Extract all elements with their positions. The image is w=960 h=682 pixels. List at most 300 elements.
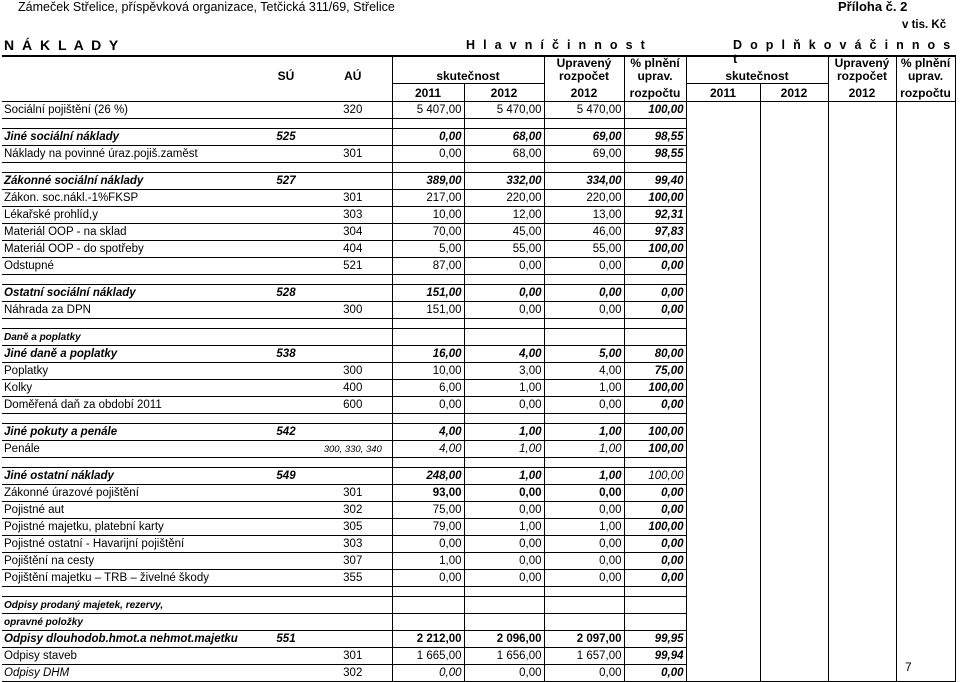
supplementary-cell xyxy=(896,484,955,501)
row-actual-2012: 1 656,00 xyxy=(464,647,544,664)
supp-year-2012: 2012 xyxy=(760,83,828,101)
supplementary-cell xyxy=(896,362,955,379)
row-actual-2011: 248,00 xyxy=(392,467,464,484)
pct-header-line3: rozpočtu xyxy=(624,83,686,101)
supplementary-cell xyxy=(686,362,760,379)
row-actual-2011 xyxy=(392,613,464,630)
supplementary-cell xyxy=(896,284,955,301)
row-au: 304 xyxy=(314,223,392,240)
supplementary-cell xyxy=(686,630,760,647)
table-row xyxy=(2,440,955,457)
row-su: 528 xyxy=(258,284,314,301)
supplementary-cell xyxy=(686,467,760,484)
table-row xyxy=(2,501,955,518)
row-name: Jiné sociální náklady xyxy=(2,128,258,145)
supplementary-cell xyxy=(828,396,896,413)
budget-header-line1: Upravený xyxy=(556,56,612,70)
row-su xyxy=(258,440,314,457)
spacer-row xyxy=(2,118,955,128)
row-au xyxy=(314,423,392,440)
supplementary-cell xyxy=(760,518,828,535)
row-name: opravné položky xyxy=(2,613,258,630)
table-row xyxy=(2,535,955,552)
supplementary-cell xyxy=(896,423,955,440)
row-actual-2011: 151,00 xyxy=(392,301,464,318)
row-pct: 0,00 xyxy=(624,664,686,681)
supplementary-cell xyxy=(760,172,828,189)
supplementary-cell xyxy=(760,101,828,118)
supplementary-cell xyxy=(760,328,828,345)
row-budget-2012: 0,00 xyxy=(544,552,624,569)
supplementary-cell xyxy=(686,189,760,206)
supplementary-cell xyxy=(828,223,896,240)
row-actual-2011: 217,00 xyxy=(392,189,464,206)
row-au xyxy=(314,128,392,145)
unit-label: v tis. Kč xyxy=(902,19,947,31)
table-row xyxy=(2,223,955,240)
supplementary-cell xyxy=(760,613,828,630)
row-name: Zákonné úrazové pojištění xyxy=(2,484,258,501)
row-budget-2012: 334,00 xyxy=(544,172,624,189)
row-pct: 0,00 xyxy=(624,569,686,586)
table-row xyxy=(2,484,955,501)
row-su: 538 xyxy=(258,345,314,362)
supplementary-cell xyxy=(828,301,896,318)
row-su xyxy=(258,223,314,240)
supplementary-cell xyxy=(828,484,896,501)
supplementary-cell xyxy=(760,440,828,457)
row-actual-2011: 75,00 xyxy=(392,501,464,518)
row-pct: 0,00 xyxy=(624,284,686,301)
row-actual-2011: 5 407,00 xyxy=(392,101,464,118)
row-actual-2012: 0,00 xyxy=(464,552,544,569)
row-au: 307 xyxy=(314,552,392,569)
row-budget-2012: 1 657,00 xyxy=(544,647,624,664)
row-actual-2012: 0,00 xyxy=(464,301,544,318)
row-au xyxy=(314,596,392,613)
spacer-row xyxy=(2,413,955,423)
row-pct: 100,00 xyxy=(624,240,686,257)
row-pct: 100,00 xyxy=(624,379,686,396)
budget-header-line2: rozpočet xyxy=(558,69,609,83)
row-actual-2011: 4,00 xyxy=(392,440,464,457)
page-number: 7 xyxy=(905,660,912,674)
supplementary-cell xyxy=(686,484,760,501)
supplementary-cell xyxy=(686,569,760,586)
row-pct: 0,00 xyxy=(624,396,686,413)
main-activity-heading: H l a v n í č i n n o s t xyxy=(466,38,648,52)
row-su: 549 xyxy=(258,467,314,484)
supp-year-2011: 2011 xyxy=(686,83,760,101)
row-au: 355 xyxy=(314,569,392,586)
supplementary-cell xyxy=(760,379,828,396)
row-budget-2012: 0,00 xyxy=(544,301,624,318)
row-actual-2011: 1 665,00 xyxy=(392,647,464,664)
supplementary-cell xyxy=(760,257,828,274)
row-su: 525 xyxy=(258,128,314,145)
row-actual-2011: 87,00 xyxy=(392,257,464,274)
supplementary-cell xyxy=(686,518,760,535)
row-au: 302 xyxy=(314,664,392,681)
row-actual-2011: 1,00 xyxy=(392,552,464,569)
supplementary-cell xyxy=(760,189,828,206)
supplementary-cell xyxy=(686,501,760,518)
supplementary-cell xyxy=(896,345,955,362)
supplementary-cell xyxy=(896,223,955,240)
supplementary-cell xyxy=(760,467,828,484)
supplementary-cell xyxy=(896,535,955,552)
supplementary-cell xyxy=(828,647,896,664)
row-su: 551 xyxy=(258,630,314,647)
row-actual-2011: 0,00 xyxy=(392,396,464,413)
row-pct: 80,00 xyxy=(624,345,686,362)
supplementary-cell xyxy=(896,596,955,613)
supplementary-cell xyxy=(760,552,828,569)
row-pct: 0,00 xyxy=(624,257,686,274)
row-actual-2012: 4,00 xyxy=(464,345,544,362)
row-actual-2012: 68,00 xyxy=(464,145,544,162)
actual-header: skutečnost xyxy=(392,56,544,83)
row-pct: 100,00 xyxy=(624,423,686,440)
row-au: 521 xyxy=(314,257,392,274)
row-actual-2012: 1,00 xyxy=(464,467,544,484)
spacer-row xyxy=(2,162,955,172)
row-budget-2012: 0,00 xyxy=(544,396,624,413)
row-budget-2012: 5,00 xyxy=(544,345,624,362)
supp-pct-header-line1: % plnění xyxy=(900,56,951,70)
row-name: Materiál OOP - na sklad xyxy=(2,223,258,240)
row-pct: 99,40 xyxy=(624,172,686,189)
table-row xyxy=(2,128,955,145)
table-row xyxy=(2,467,955,484)
row-pct: 0,00 xyxy=(624,552,686,569)
supplementary-cell xyxy=(828,362,896,379)
row-budget-2012: 69,00 xyxy=(544,145,624,162)
row-name: Náhrada za DPN xyxy=(2,301,258,318)
row-budget-2012: 1,00 xyxy=(544,423,624,440)
table-row xyxy=(2,362,955,379)
row-su xyxy=(258,484,314,501)
supplementary-cell xyxy=(686,328,760,345)
row-budget-2012: 0,00 xyxy=(544,664,624,681)
row-actual-2011: 93,00 xyxy=(392,484,464,501)
row-name: Penále xyxy=(2,440,258,457)
row-name: Ostatní sociální náklady xyxy=(2,284,258,301)
supplementary-cell xyxy=(828,501,896,518)
row-au xyxy=(314,328,392,345)
row-pct: 0,00 xyxy=(624,484,686,501)
row-pct: 0,00 xyxy=(624,501,686,518)
supplementary-cell xyxy=(828,569,896,586)
supplementary-cell xyxy=(828,257,896,274)
row-au: 300 xyxy=(314,301,392,318)
row-au: 302 xyxy=(314,501,392,518)
row-au xyxy=(314,630,392,647)
row-su xyxy=(258,362,314,379)
table-row xyxy=(2,518,955,535)
supplementary-cell xyxy=(896,379,955,396)
row-actual-2011: 0,00 xyxy=(392,569,464,586)
row-su xyxy=(258,101,314,118)
row-su xyxy=(258,552,314,569)
supplementary-cell xyxy=(896,396,955,413)
table-row xyxy=(2,647,955,664)
supplementary-cell xyxy=(828,172,896,189)
table-row xyxy=(2,206,955,223)
row-au xyxy=(314,172,392,189)
row-budget-2012: 5 470,00 xyxy=(544,101,624,118)
supplementary-cell xyxy=(896,257,955,274)
supplementary-cell xyxy=(686,396,760,413)
supp-budget-header xyxy=(828,56,896,83)
row-su xyxy=(258,301,314,318)
row-actual-2011: 70,00 xyxy=(392,223,464,240)
supplementary-cell xyxy=(896,128,955,145)
row-au: 301 xyxy=(314,189,392,206)
row-su xyxy=(258,257,314,274)
row-su xyxy=(258,647,314,664)
row-budget-2012: 0,00 xyxy=(544,257,624,274)
table-row xyxy=(2,257,955,274)
supplementary-cell xyxy=(896,552,955,569)
row-budget-2012: 0,00 xyxy=(544,501,624,518)
supplementary-cell xyxy=(686,284,760,301)
supplementary-cell xyxy=(828,128,896,145)
row-name: Odpisy prodaný majetek, rezervy, xyxy=(2,596,258,613)
table-row xyxy=(2,379,955,396)
row-au: 301 xyxy=(314,647,392,664)
row-pct: 98,55 xyxy=(624,145,686,162)
row-name: Lékařské prohlíd,y xyxy=(2,206,258,223)
year-2011: 2011 xyxy=(392,83,464,101)
row-pct: 0,00 xyxy=(624,535,686,552)
row-name: Odpisy staveb xyxy=(2,647,258,664)
row-pct: 100,00 xyxy=(624,467,686,484)
table-row xyxy=(2,328,955,345)
row-su xyxy=(258,206,314,223)
supplementary-cell xyxy=(760,301,828,318)
row-au: 303 xyxy=(314,206,392,223)
supplementary-cell xyxy=(896,145,955,162)
supplementary-cell xyxy=(686,128,760,145)
row-name: Pojistné ostatní - Havarijní pojištění xyxy=(2,535,258,552)
supplementary-cell xyxy=(896,518,955,535)
row-name: Sociální pojištění (26 %) xyxy=(2,101,258,118)
row-su xyxy=(258,145,314,162)
supp-pct-header-line2: uprav. xyxy=(907,69,944,83)
table-row xyxy=(2,423,955,440)
pct-header-line2: uprav. xyxy=(637,69,673,83)
supplementary-cell xyxy=(760,223,828,240)
spacer-row xyxy=(2,586,955,596)
supplementary-cell xyxy=(760,128,828,145)
pct-header xyxy=(624,56,686,83)
row-su xyxy=(258,518,314,535)
supplementary-cell xyxy=(686,535,760,552)
supplementary-cell xyxy=(686,613,760,630)
table-row xyxy=(2,552,955,569)
table-year-row xyxy=(2,83,955,101)
row-pct: 98,55 xyxy=(624,128,686,145)
row-au: 301 xyxy=(314,145,392,162)
supp-pct-header-line3: rozpočtu xyxy=(896,83,955,101)
row-au: 404 xyxy=(314,240,392,257)
su-header: SÚ xyxy=(258,56,314,83)
supplementary-cell xyxy=(828,189,896,206)
row-name: Odpisy dlouhodob.hmot.a nehmot.majetku xyxy=(2,630,258,647)
row-au: 301 xyxy=(314,484,392,501)
supplementary-cell xyxy=(896,501,955,518)
row-name: Zákon. soc.nákl.-1%FKSP xyxy=(2,189,258,206)
supplementary-cell xyxy=(896,440,955,457)
row-pct xyxy=(624,613,686,630)
row-name: Odpisy DHM xyxy=(2,664,258,681)
row-su xyxy=(258,189,314,206)
supplementary-cell xyxy=(828,664,896,681)
supplementary-cell xyxy=(760,535,828,552)
row-budget-2012: 0,00 xyxy=(544,569,624,586)
supplementary-cell xyxy=(686,647,760,664)
row-name: Daně a poplatky xyxy=(2,328,258,345)
supp-budget-header-line1: Upravený xyxy=(834,56,890,70)
supplementary-cell xyxy=(686,257,760,274)
row-budget-2012: 1,00 xyxy=(544,518,624,535)
row-budget-2012: 1,00 xyxy=(544,467,624,484)
row-su xyxy=(258,501,314,518)
row-au: 320 xyxy=(314,101,392,118)
row-au: 303 xyxy=(314,535,392,552)
supplementary-cell xyxy=(686,240,760,257)
supplementary-cell xyxy=(686,440,760,457)
supplementary-cell xyxy=(828,423,896,440)
row-name: Pojistné aut xyxy=(2,501,258,518)
supplementary-cell xyxy=(828,596,896,613)
row-su xyxy=(258,240,314,257)
row-pct: 100,00 xyxy=(624,189,686,206)
row-budget-2012 xyxy=(544,328,624,345)
row-budget-2012: 69,00 xyxy=(544,128,624,145)
supplementary-cell xyxy=(828,206,896,223)
table-row xyxy=(2,101,955,118)
supplementary-cell xyxy=(686,423,760,440)
row-au xyxy=(314,467,392,484)
row-name: Jiné ostatní náklady xyxy=(2,467,258,484)
row-actual-2012: 55,00 xyxy=(464,240,544,257)
row-name: Jiné daně a poplatky xyxy=(2,345,258,362)
row-name: Pojištění majetku – TRB – živelné škody xyxy=(2,569,258,586)
supplementary-cell xyxy=(896,206,955,223)
row-budget-2012: 1,00 xyxy=(544,379,624,396)
supplementary-cell xyxy=(828,101,896,118)
row-actual-2012: 0,00 xyxy=(464,501,544,518)
row-pct: 97,83 xyxy=(624,223,686,240)
row-actual-2011 xyxy=(392,596,464,613)
supplementary-cell xyxy=(760,501,828,518)
supplementary-cell xyxy=(828,467,896,484)
supplementary-cell xyxy=(828,630,896,647)
row-actual-2011: 0,00 xyxy=(392,128,464,145)
row-su xyxy=(258,569,314,586)
supplementary-cell xyxy=(828,145,896,162)
row-pct: 0,00 xyxy=(624,301,686,318)
row-name: Poplatky xyxy=(2,362,258,379)
row-actual-2011: 10,00 xyxy=(392,206,464,223)
row-budget-2012 xyxy=(544,613,624,630)
row-budget-2012: 1,00 xyxy=(544,440,624,457)
supplementary-cell xyxy=(760,596,828,613)
row-actual-2011: 16,00 xyxy=(392,345,464,362)
row-pct: 99,95 xyxy=(624,630,686,647)
row-budget-2012: 13,00 xyxy=(544,206,624,223)
supplementary-cell xyxy=(760,145,828,162)
row-actual-2012: 1,00 xyxy=(464,440,544,457)
attachment-label: Příloha č. 2 xyxy=(838,0,908,14)
table-row xyxy=(2,569,955,586)
row-actual-2012: 45,00 xyxy=(464,223,544,240)
row-budget-2012: 46,00 xyxy=(544,223,624,240)
row-pct xyxy=(624,328,686,345)
pct-header-line1: % plnění xyxy=(630,56,680,70)
table-row xyxy=(2,613,955,630)
organization-header: Zámeček Střelice, příspěvková organizace, Tetčická 311/69, Střelice xyxy=(18,0,395,14)
row-actual-2012: 0,00 xyxy=(464,484,544,501)
row-au: 600 xyxy=(314,396,392,413)
row-actual-2011: 151,00 xyxy=(392,284,464,301)
supplementary-cell xyxy=(686,596,760,613)
page-title: N Á K L A D Y xyxy=(4,37,121,53)
row-budget-2012: 55,00 xyxy=(544,240,624,257)
table-row xyxy=(2,396,955,413)
row-name: Pojištění na cesty xyxy=(2,552,258,569)
supplementary-cell xyxy=(896,240,955,257)
row-actual-2012: 0,00 xyxy=(464,284,544,301)
row-name: Jiné pokuty a penále xyxy=(2,423,258,440)
row-pct: 99,94 xyxy=(624,647,686,664)
row-actual-2011: 2 212,00 xyxy=(392,630,464,647)
supplementary-cell xyxy=(828,345,896,362)
row-actual-2012 xyxy=(464,613,544,630)
supplementary-cell xyxy=(828,613,896,630)
supplementary-cell xyxy=(686,552,760,569)
row-budget-2012: 0,00 xyxy=(544,535,624,552)
row-actual-2012: 0,00 xyxy=(464,257,544,274)
table-row xyxy=(2,630,955,647)
row-au: 300, 330, 340 xyxy=(314,440,392,457)
row-actual-2011: 4,00 xyxy=(392,423,464,440)
supplementary-cell xyxy=(828,240,896,257)
supplementary-cell xyxy=(686,101,760,118)
row-actual-2011: 0,00 xyxy=(392,145,464,162)
supplementary-cell xyxy=(760,396,828,413)
row-actual-2012: 3,00 xyxy=(464,362,544,379)
supplementary-cell xyxy=(760,664,828,681)
row-pct: 100,00 xyxy=(624,440,686,457)
supplementary-cell xyxy=(896,569,955,586)
table-row xyxy=(2,345,955,362)
supplementary-cell xyxy=(828,518,896,535)
costs-table xyxy=(2,55,956,682)
supplementary-cell xyxy=(760,630,828,647)
supplementary-cell xyxy=(760,569,828,586)
row-su xyxy=(258,328,314,345)
row-budget-2012: 4,00 xyxy=(544,362,624,379)
supplementary-cell xyxy=(828,535,896,552)
row-pct: 100,00 xyxy=(624,101,686,118)
row-actual-2011: 10,00 xyxy=(392,362,464,379)
supplementary-cell xyxy=(760,484,828,501)
supplementary-cell xyxy=(686,145,760,162)
supp-actual-header: skutečnost xyxy=(686,56,828,83)
